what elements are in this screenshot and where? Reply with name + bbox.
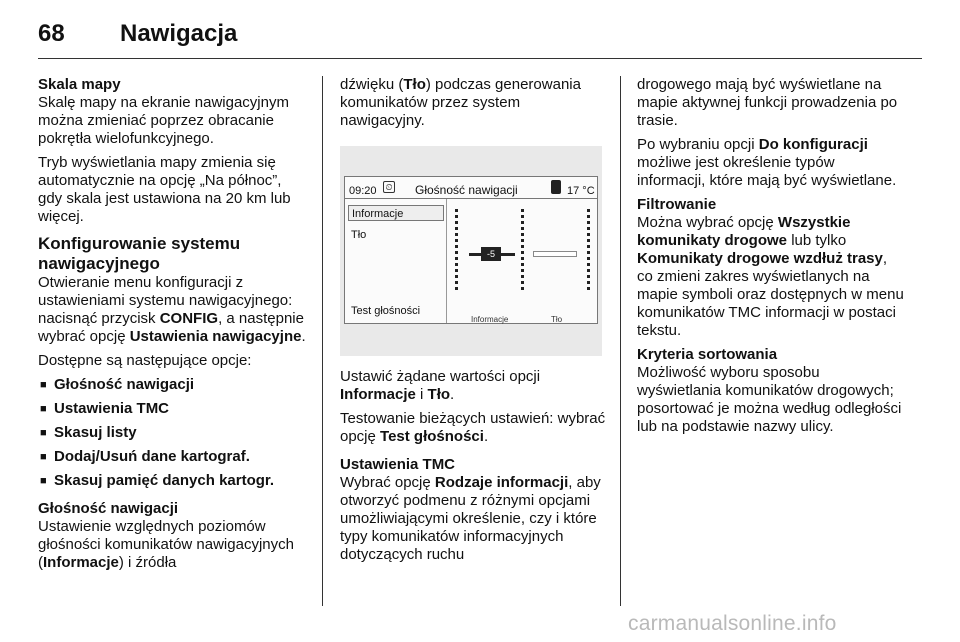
column-3: [637, 76, 907, 442]
glosnosc-heading: Głośność nawigacji: [38, 500, 179, 517]
text-run: .: [483, 428, 489, 445]
text-run: Ustawienie względnych poziomów głośności komunikatów nawigacyjnych (: [38, 518, 294, 571]
option-ref: Test głośności: [380, 428, 484, 445]
menu-ref: Ustawienia nawigacyjne: [129, 328, 302, 345]
header-rule: [38, 58, 922, 59]
text-run: Po wybraniu opcji: [637, 136, 759, 153]
menu-item-test-glosnosci[interactable]: Test głośności: [351, 305, 421, 317]
menu-item-tlo[interactable]: Tło: [351, 229, 367, 241]
skala-paragraph-1: Skalę mapy na ekranie nawigacyjnym można zmieniać poprzez obracanie pokrętła wielofunkcyjnego.: [38, 94, 289, 147]
column-divider: [322, 76, 323, 606]
sortowanie-paragraph: Możliwość wyboru sposobu wyświetlania komunikatów drogowych; posortować je można według odległości lub na podstawie nazwy ulicy.: [637, 364, 902, 435]
screen-illustration: [340, 146, 602, 356]
text-run: Otwieranie menu konfiguracji z ustawieniami systemu nawigacyjnego: nacisnąć przycisk: [38, 274, 293, 327]
watermark: carmanualsonline.info: [628, 612, 837, 635]
skala-paragraph-2: Tryb wyświetlania mapy zmienia się automatycznie na opcję „Na północ”, gdy skala jest ustawiona na 20 km lub więcej.: [38, 154, 291, 225]
list-item: ■ Ustawienia TMC: [38, 400, 308, 418]
thermometer-icon: [551, 180, 561, 194]
ustawic-paragraph: [340, 368, 606, 404]
scale-dots: [455, 209, 458, 293]
tlo-slider[interactable]: [533, 251, 577, 257]
text-run: , aby otworzyć podmenu z różnymi opcjami umożliwiającymi określenie, czy i które typy komunikatów informacyjnych dotyczących ruchu: [340, 474, 601, 563]
list-item: ■ Głośność nawigacji: [38, 376, 308, 394]
informacje-slider[interactable]: [469, 249, 515, 259]
text-run: dźwięku (: [340, 76, 404, 93]
sortowanie-heading: Kryteria sortowania: [637, 346, 778, 363]
options-list: [38, 376, 308, 490]
screen-menu: [345, 199, 447, 323]
option-ref: Do konfiguracji: [758, 136, 868, 153]
scale-dots: [521, 209, 524, 293]
list-item: ■ Skasuj listy: [38, 424, 308, 442]
page-number: 68: [38, 20, 65, 47]
text-run: , co zmieni zakres wyświetlanych na mapie symboli oraz dostępnych w menu komunikatów TMC informacji w postaci tekstu.: [637, 250, 904, 339]
text-run: i: [415, 386, 428, 403]
column-divider: [620, 76, 621, 606]
text-run: Testowanie bieżących ustawień: wybrać opcję: [340, 410, 606, 445]
text-run: Ustawić żądane wartości opcji: [340, 368, 541, 385]
do-konfiguracji-paragraph: [637, 136, 907, 190]
tmc-continuation: drogowego mają być wyświetlane na mapie aktywnej funkcji prowadzenia po trasie.: [637, 76, 898, 129]
konfiguracja-paragraph: [38, 274, 308, 346]
label-informacje: Informacje: [471, 315, 509, 324]
column-2: [340, 76, 606, 570]
text-run: Można wybrać opcję: [637, 214, 778, 231]
list-item: ■ Skasuj pamięć danych kartogr.: [38, 472, 308, 490]
screen-status-bar: [345, 177, 597, 199]
option-ref: Komunikaty drogowe wzdłuż trasy: [637, 250, 883, 267]
screen-title: Głośność nawigacji: [415, 183, 518, 197]
text-run: Wybrać opcję: [340, 474, 435, 491]
option-ref: Informacje: [340, 386, 416, 403]
screen-time: 09:20: [349, 185, 377, 197]
text-run: , a następnie wybrać opcję: [38, 310, 304, 345]
option-ref: Informacje: [43, 554, 119, 571]
text-run: ) i źródła: [118, 554, 177, 571]
clock-icon: ⏲: [383, 181, 395, 193]
slider-value: -5: [481, 247, 501, 261]
page-header: [38, 14, 922, 54]
option-ref: Tło: [427, 386, 451, 403]
config-button-ref: CONFIG: [159, 310, 219, 327]
menu-item-informacje[interactable]: Informacje: [348, 205, 444, 221]
filtrowanie-heading: Filtrowanie: [637, 196, 717, 213]
option-ref: Wszystkie komunikaty drogowe: [637, 214, 851, 249]
list-item: ■ Dodaj/Usuń dane kartograf.: [38, 448, 308, 466]
glosnosc-continuation: [340, 76, 606, 130]
tmc-paragraph: [340, 474, 606, 564]
label-tlo: Tło: [551, 315, 563, 324]
text-run: możliwe jest określenie typów informacji, które mają być wyświetlane.: [637, 154, 897, 189]
scale-dots: [587, 209, 590, 293]
testowanie-paragraph: [340, 410, 606, 446]
display-screen: [344, 176, 598, 324]
page-title: Nawigacja: [120, 20, 238, 47]
konfiguracja-heading: Konfigurowanie systemu nawigacyjnego: [38, 234, 241, 273]
screen-temperature: 17 °C: [567, 185, 595, 197]
text-run: ) podczas generowania komunikatów przez system nawigacyjny.: [340, 76, 581, 129]
options-intro: Dostępne są następujące opcje:: [38, 352, 252, 369]
text-run: .: [450, 386, 455, 403]
text-run: .: [301, 328, 306, 345]
filtrowanie-paragraph: [637, 214, 907, 340]
text-run: lub tylko: [787, 232, 847, 249]
column-1: [38, 76, 308, 578]
glosnosc-paragraph: [38, 518, 308, 572]
skala-mapy-heading: Skala mapy: [38, 76, 121, 93]
option-ref: Rodzaje informacji: [434, 474, 569, 491]
tmc-heading: Ustawienia TMC: [340, 456, 456, 473]
option-ref: Tło: [403, 76, 426, 93]
